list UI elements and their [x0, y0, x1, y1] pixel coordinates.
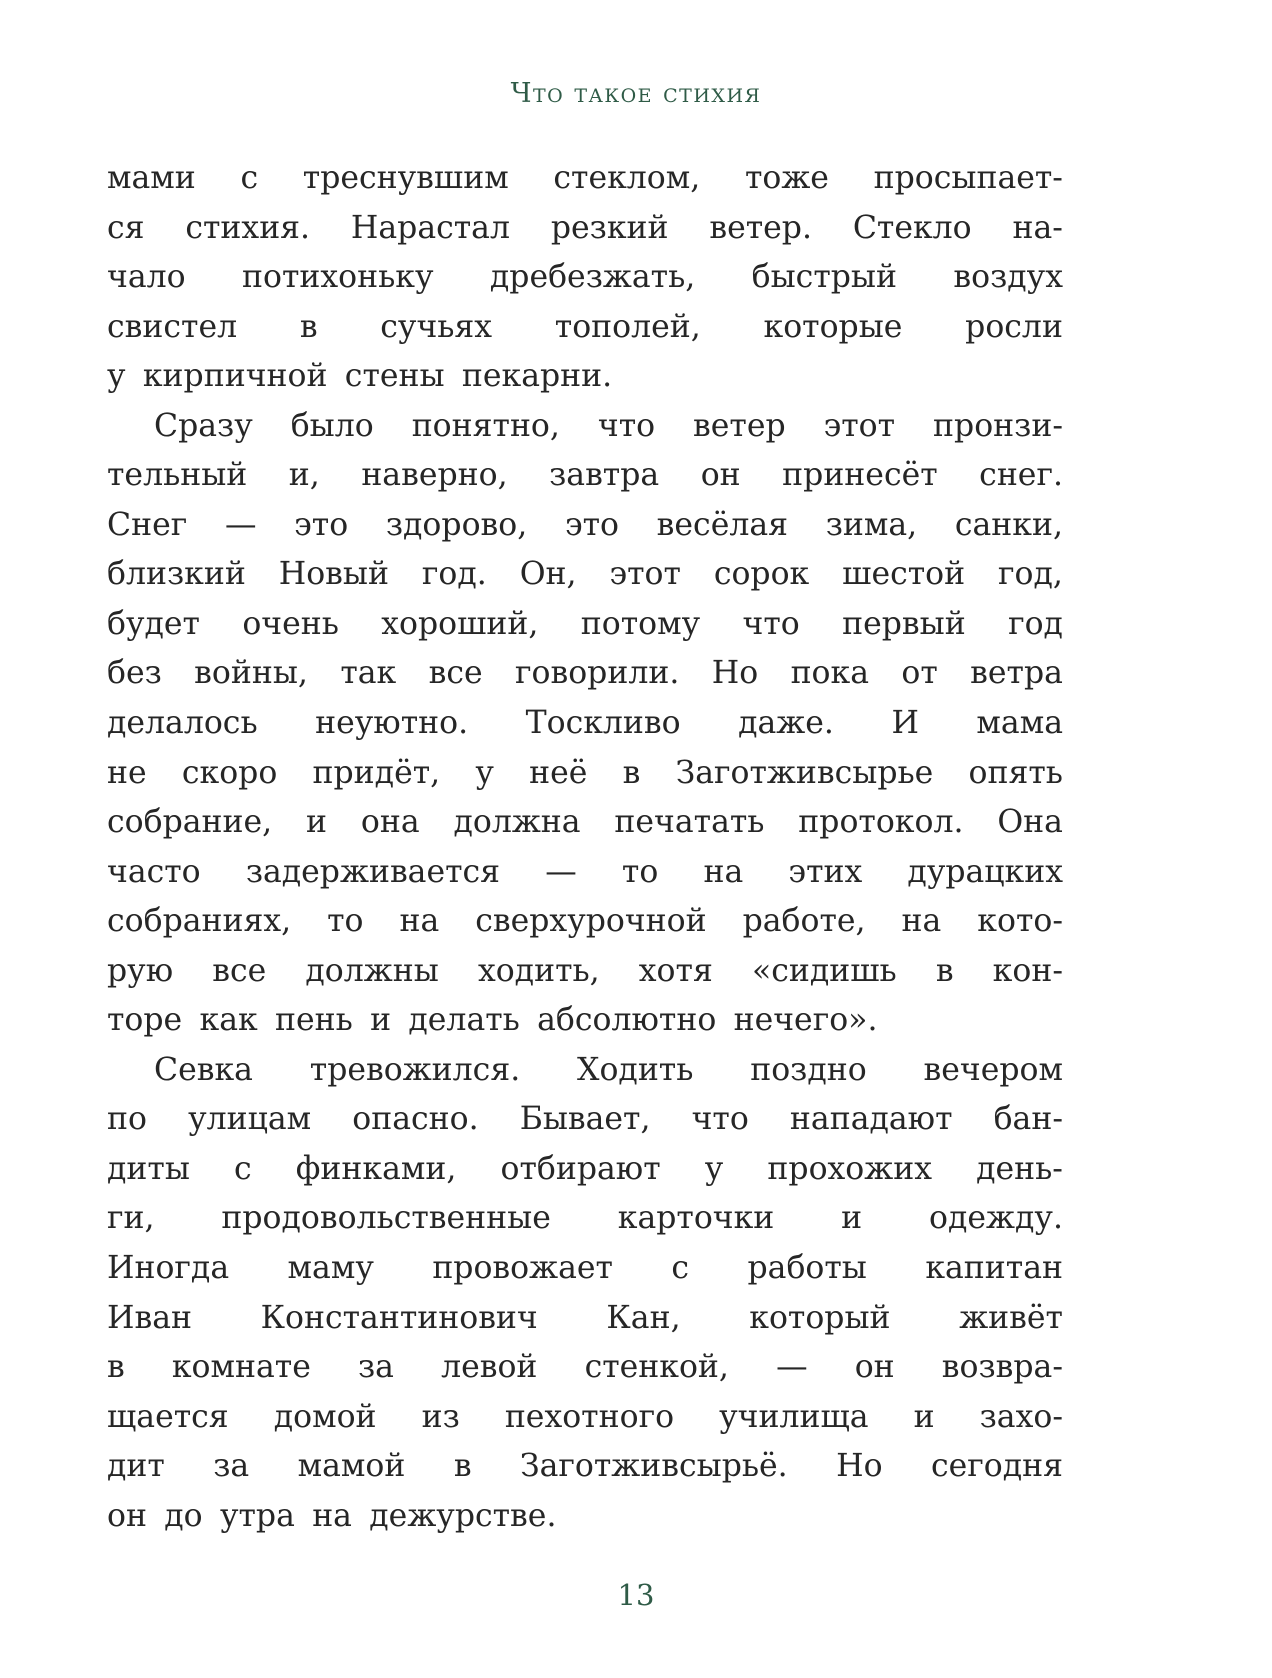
text-line: чало потихоньку дребезжать, быстрый воздух — [107, 259, 1063, 296]
body-text — [107, 154, 1063, 1541]
text-line: тельный и, наверно, завтра он принесёт снег. — [107, 457, 1063, 494]
text-line: мами с треснувшим стеклом, тоже просыпает- — [107, 160, 1063, 196]
text-line: диты с финками, отбирают у прохожих день- — [107, 1150, 1063, 1187]
text-line: Севка тревожился. Ходить поздно вечером — [154, 1051, 1063, 1088]
text-line: не скоро придёт, у неё в Заготживсырье опять — [107, 754, 1063, 791]
text-line: ся стихия. Нарастал резкий ветер. Стекло на- — [107, 209, 1063, 246]
text-line: рую все должны ходить, хотя «сидишь в кон- — [107, 952, 1063, 989]
text-line: будет очень хороший, потому что первый год — [107, 605, 1063, 642]
text-line: у кирпичной стены пекарни. — [107, 358, 613, 395]
text-line: близкий Новый год. Он, этот сорок шестой год, — [107, 556, 1063, 593]
text-line: свистел в сучьях тополей, которые росли — [107, 308, 1063, 345]
text-line: часто задерживается — то на этих дурацких — [107, 853, 1063, 890]
text-line: собрание, и она должна печатать протокол. Она — [107, 804, 1063, 841]
text-line: делалось неуютно. Тоскливо даже. И мама — [107, 705, 1063, 742]
text-line: Иван Константинович Кан, который живёт — [107, 1299, 1063, 1336]
paragraph — [107, 154, 1063, 402]
running-head: Что такое стихия — [510, 78, 762, 109]
paragraph — [107, 402, 1063, 1046]
page-number: 13 — [617, 1578, 655, 1612]
text-line: дит за мамой в Заготживсырьё. Но сегодня — [107, 1448, 1063, 1485]
text-line: в комнате за левой стенкой, — он возвра- — [107, 1349, 1063, 1386]
text-line: Сразу было понятно, что ветер этот пронзи- — [154, 407, 1063, 444]
paragraph — [107, 1046, 1063, 1541]
text-line: Снег — это здорово, это весёлая зима, санки, — [107, 506, 1063, 543]
text-line: Иногда маму провожает с работы капитан — [107, 1250, 1063, 1287]
text-line: он до утра на дежурстве. — [107, 1497, 557, 1534]
text-line: без войны, так все говорили. Но пока от ветра — [107, 655, 1063, 692]
text-line: ги, продовольственные карточки и одежду. — [107, 1200, 1063, 1237]
text-line: щается домой из пехотного училища и захо- — [107, 1398, 1063, 1435]
text-line: по улицам опасно. Бывает, что нападают бан- — [107, 1101, 1063, 1138]
text-line: собраниях, то на сверхурочной работе, на кото- — [107, 903, 1063, 940]
text-line: торе как пень и делать абсолютно нечего». — [107, 1002, 878, 1039]
